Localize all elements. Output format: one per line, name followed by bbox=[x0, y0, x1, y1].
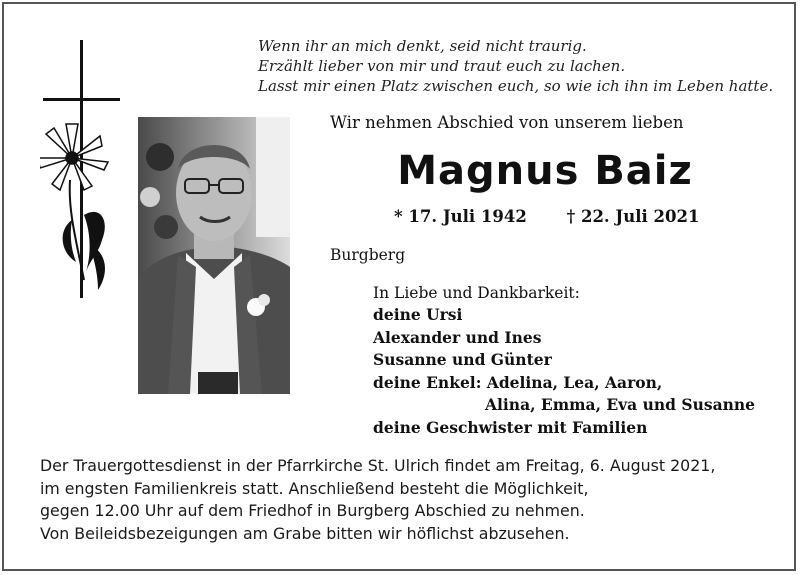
portrait-photo bbox=[138, 117, 290, 394]
service-line: gegen 12.00 Uhr auf dem Friedhof in Burgberg Abschied zu nehmen. bbox=[40, 501, 585, 520]
mourner-line: deine Ursi bbox=[373, 305, 463, 324]
mourner-line: Alexander und Ines bbox=[373, 327, 542, 347]
hometown: Burgberg bbox=[330, 246, 406, 264]
life-dates bbox=[394, 207, 699, 226]
service-line: im engsten Familienkreis statt. Anschließend besteht die Möglichkeit, bbox=[40, 478, 589, 498]
service-line: Von Beileidsbezeigungen am Grabe bitten wir höflichst abzusehen. bbox=[40, 523, 570, 543]
deceased-name: Magnus Baiz bbox=[397, 148, 693, 194]
service-info bbox=[40, 455, 715, 545]
poem bbox=[258, 36, 773, 96]
mourners-intro: In Liebe und Dankbarkeit: bbox=[373, 284, 580, 302]
service-line: Der Trauergottesdienst in der Pfarrkirche St. Ulrich findet am Freitag, 6. August 2021, bbox=[40, 456, 716, 475]
mourner-line: Susanne und Günter bbox=[373, 350, 552, 369]
mourner-line: Alina, Emma, Eva und Susanne bbox=[485, 395, 756, 414]
poem-line: Erzählt lieber von mir und traut euch zu lachen. bbox=[258, 57, 626, 75]
mourner-line: deine Geschwister mit Familien bbox=[373, 417, 648, 437]
birth-date: * 17. Juli 1942 bbox=[394, 207, 527, 226]
death-date: † 22. Juli 2021 bbox=[566, 207, 700, 226]
mourners-list bbox=[373, 304, 755, 439]
poem-line: Lasst mir einen Platz zwischen euch, so wie ich ihn im Leben hatte. bbox=[258, 77, 774, 95]
cross-with-edelweiss-icon bbox=[40, 40, 130, 300]
poem-line: Wenn ihr an mich denkt, seid nicht traurig. bbox=[258, 37, 587, 55]
mourner-line: deine Enkel: Adelina, Lea, Aaron, bbox=[373, 372, 663, 392]
farewell-intro: Wir nehmen Abschied von unserem lieben bbox=[330, 113, 684, 132]
